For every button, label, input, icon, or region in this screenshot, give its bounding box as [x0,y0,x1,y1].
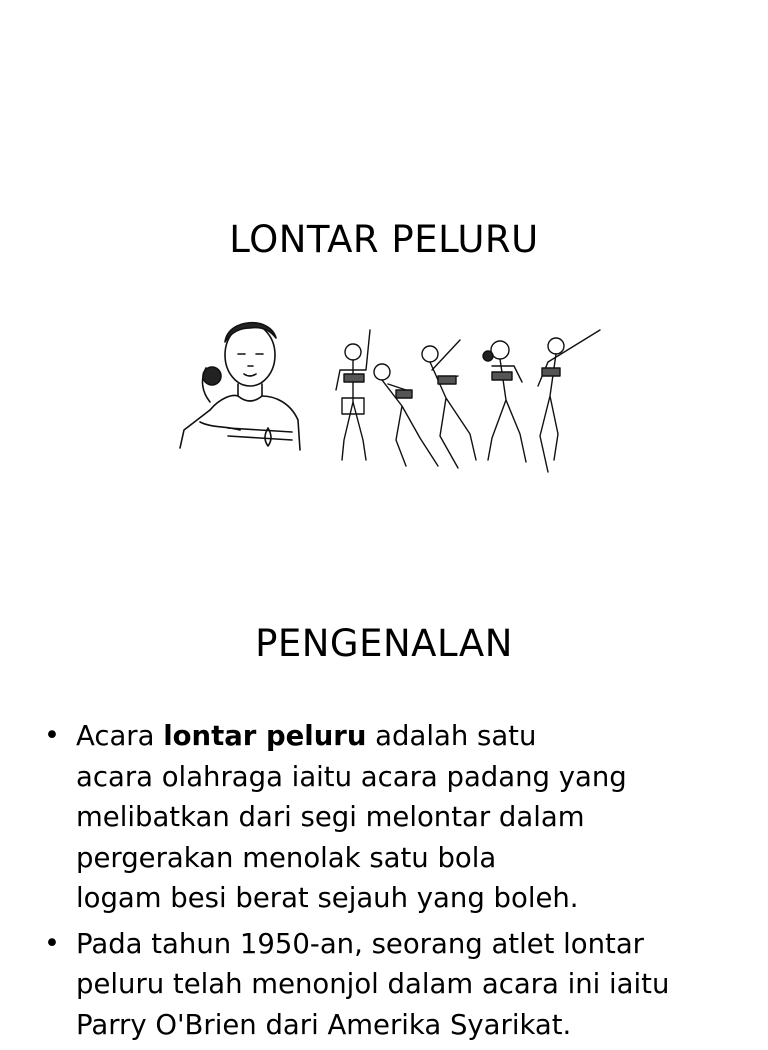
bullet-marker: • [44,720,60,751]
bullet-text: Acara [76,720,164,752]
bullet-line: peluru telah menonjol dalam acara ini iaitu [76,968,670,1000]
bullet-line: acara olahraga iaitu acara padang yang [76,760,627,793]
athlete-portrait-figure [180,323,300,450]
bullet-marker: • [44,927,60,959]
throwing-sequence-figures [336,330,600,472]
bullet-line: Parry O'Brien dari Amerika Syarikat. [76,1008,572,1041]
bullet-item [44,716,724,919]
bullet-item [44,924,724,1046]
bullet-line: pergerakan menolak satu bola [76,841,497,874]
section-heading: PENGENALAN [255,622,513,665]
bullet-line: logam besi berat sejauh yang boleh. [76,882,579,914]
bullet-list [44,716,724,1050]
bullet-line [76,716,724,757]
bullet-text: adalah satu [366,720,537,752]
bullet-bold-term: lontar peluru [163,720,367,752]
slide-title: LONTAR PELURU [229,218,539,261]
bullet-line: Pada tahun 1950-an, seorang atlet lontar [76,927,644,960]
bullet-line: melibatkan dari segi melontar dalam [76,801,585,833]
shot-put-illustration [170,310,610,490]
